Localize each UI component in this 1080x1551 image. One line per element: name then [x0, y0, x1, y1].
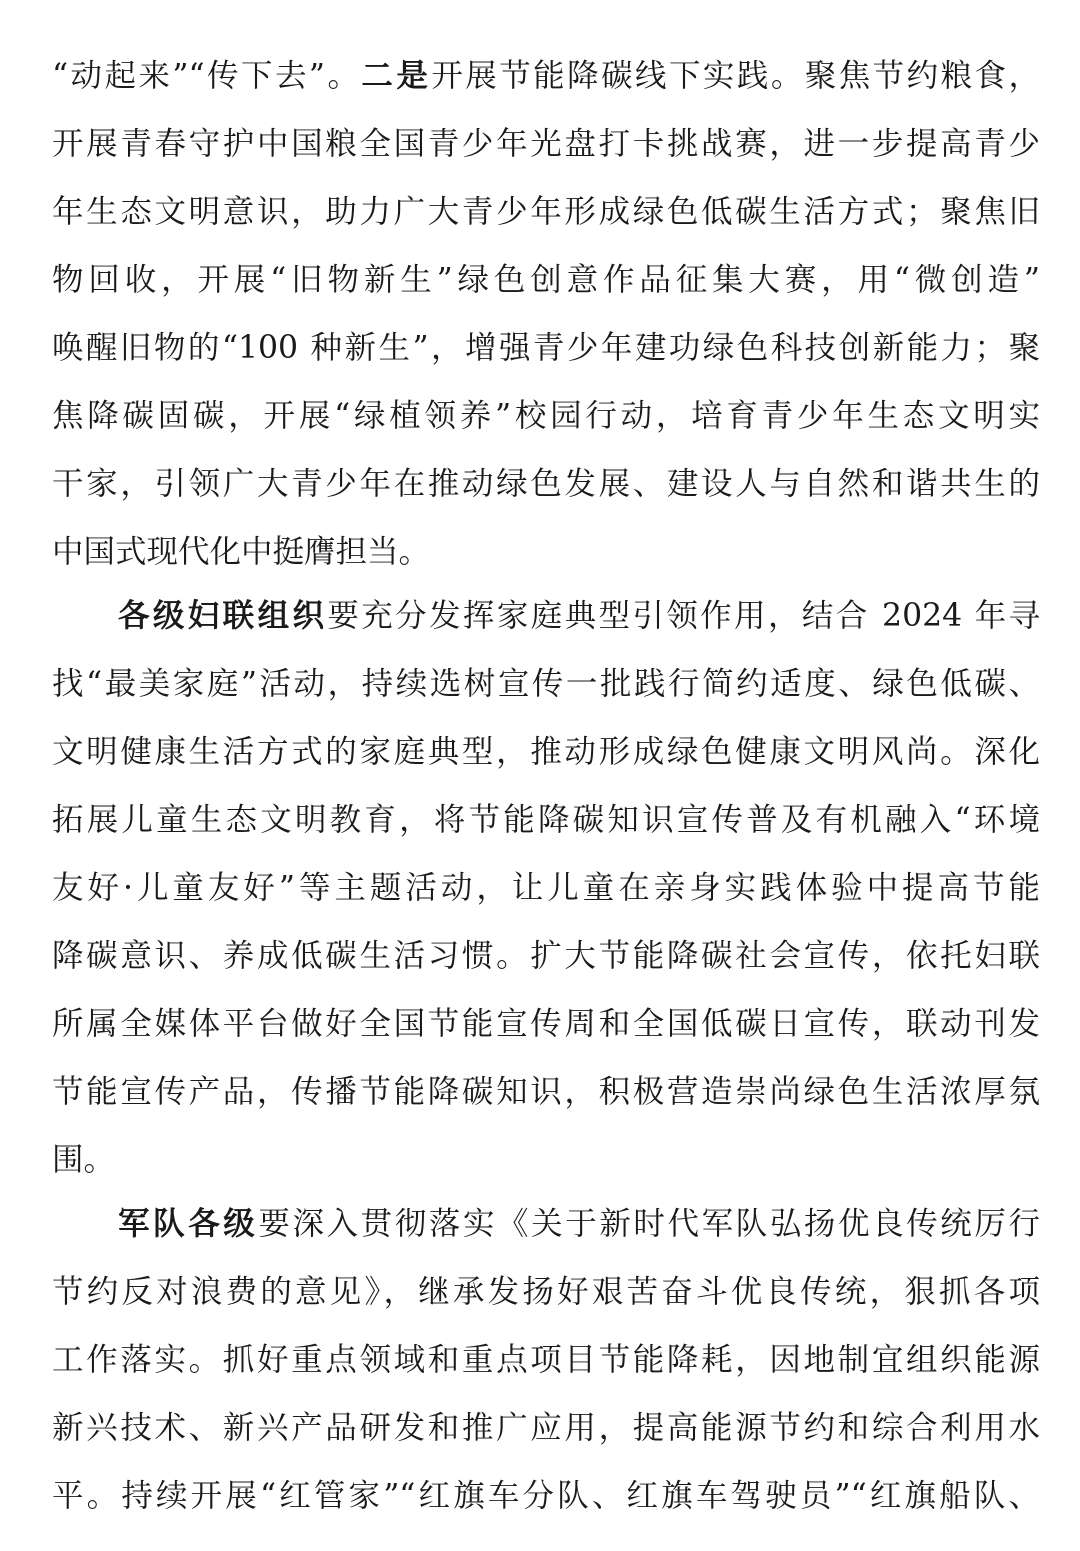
- text-segment: 要充分发挥家庭典型引领作用，结合 2024 年寻: [327, 598, 1040, 634]
- paragraph-1-line-2: 开展青春守护中国粮全国青少年光盘打卡挑战赛，进一步提高青少: [52, 126, 1040, 162]
- paragraph-1-line-1: [52, 42, 1040, 110]
- paragraph-2-line-7: 所属全媒体平台做好全国节能宣传周和全国低碳日宣传，联动刊发: [52, 1006, 1040, 1042]
- text-segment: 要深入贯彻落实《关于新时代军队弘扬优良传统厉行: [258, 1206, 1040, 1242]
- paragraph-3-line-2: 节约反对浪费的意见》，继承发扬好艰苦奋斗优良传统，狠抓各项: [52, 1274, 1040, 1310]
- paragraph-1-line-3: 年生态文明意识，助力广大青少年形成绿色低碳生活方式；聚焦旧: [52, 194, 1040, 230]
- text-segment: “动起来”“传下去”。: [52, 58, 362, 94]
- paragraph-2-line-9: 围。: [52, 1142, 116, 1178]
- paragraph-2-line-5: 友好·儿童友好”等主题活动，让儿童在亲身实践体验中提高节能: [52, 870, 1040, 906]
- bold-lead: 军队各级: [118, 1206, 259, 1242]
- text-segment: 开展节能降碳线下实践。聚焦节约粮食，: [431, 58, 1040, 94]
- paragraph-2-line-3: 文明健康生活方式的家庭典型，推动形成绿色健康文明风尚。深化: [52, 734, 1040, 770]
- paragraph-1-line-7: 干家，引领广大青少年在推动绿色发展、建设人与自然和谐共生的: [52, 466, 1040, 502]
- paragraph-3-line-4: 新兴技术、新兴产品研发和推广应用，提高能源节约和综合利用水: [52, 1410, 1040, 1446]
- paragraph-1-line-8: 中国式现代化中挺膺担当。: [52, 534, 431, 570]
- paragraph-1-line-4: 物回收，开展“旧物新生”绿色创意作品征集大赛，用“微创造”: [52, 262, 1040, 298]
- paragraph-2-line-2: 找“最美家庭”活动，持续选树宣传一批践行简约适度、绿色低碳、: [52, 666, 1040, 702]
- paragraph-2-line-4: 拓展儿童生态文明教育，将节能降碳知识宣传普及有机融入“环境: [52, 802, 1040, 838]
- paragraph-2-line-6: 降碳意识、养成低碳生活习惯。扩大节能降碳社会宣传，依托妇联: [52, 938, 1040, 974]
- paragraph-2-line-1: [118, 582, 1040, 650]
- paragraph-1-line-6: 焦降碳固碳，开展“绿植领养”校园行动，培育青少年生态文明实: [52, 398, 1040, 434]
- paragraph-1-line-5: 唤醒旧物的“100 种新生”，增强青少年建功绿色科技创新能力；聚: [52, 330, 1040, 366]
- paragraph-3-line-3: 工作落实。抓好重点领域和重点项目节能降耗，因地制宜组织能源: [52, 1342, 1040, 1378]
- paragraph-3-line-5: 平。持续开展“红管家”“红旗车分队、红旗车驾驶员”“红旗船队、: [52, 1478, 1040, 1514]
- paragraph-2-line-8: 节能宣传产品，传播节能降碳知识，积极营造崇尚绿色生活浓厚氛: [52, 1074, 1040, 1110]
- paragraph-3-line-1: [118, 1190, 1040, 1258]
- bold-lead: 二是: [361, 58, 432, 94]
- bold-lead: 各级妇联组织: [118, 598, 328, 634]
